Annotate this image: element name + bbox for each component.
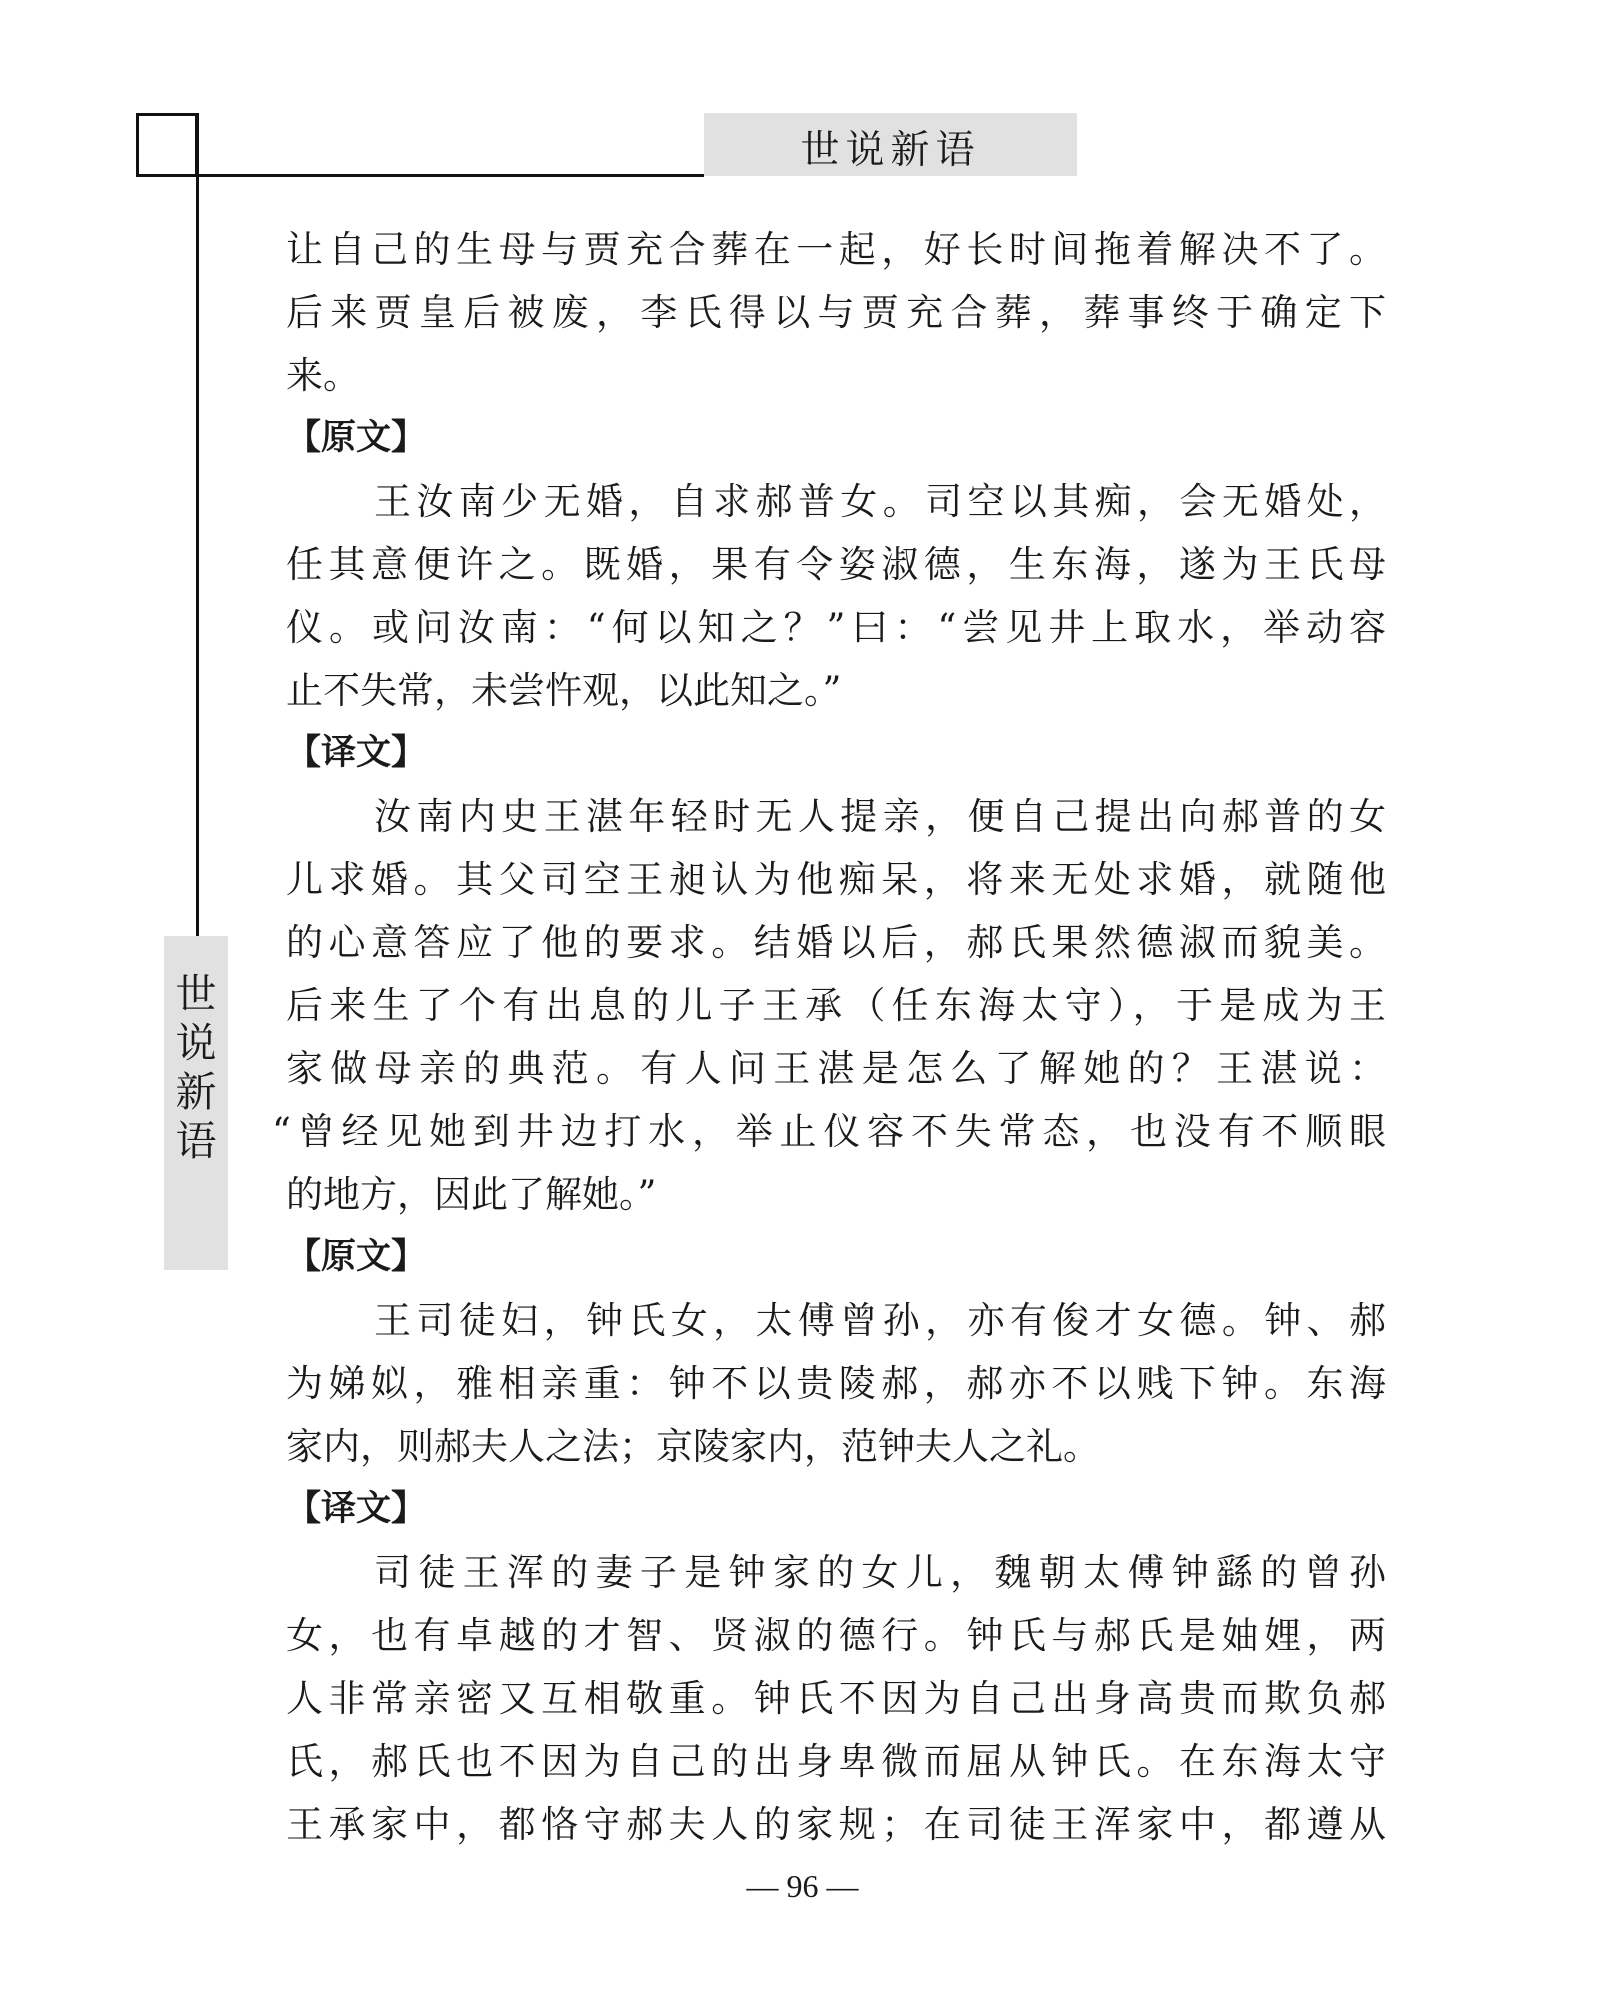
text-line: 王司徒妇，钟氏女，太傅曾孙，亦有俊才女德。钟、郝: [374, 1299, 1386, 1342]
section-heading: 【原文】: [286, 1237, 427, 1277]
page-body: [272, 218, 1386, 1856]
text-line: 儿求婚。其父司空王昶认为他痴呆，将来无处求婚，就随他: [286, 858, 1386, 901]
text-line: 后来贾皇后被废，李氏得以与贾充合葬，葬事终于确定下: [286, 291, 1386, 334]
text-line: 止不失常，未尝忤观，以此知之。”: [286, 669, 842, 712]
margin-rule: [196, 113, 199, 938]
text-line: 的心意答应了他的要求。结婚以后，郝氏果然德淑而貌美。: [286, 921, 1386, 964]
section-heading: 【原文】: [286, 418, 427, 458]
text-line: 来。: [286, 354, 360, 397]
side-tab-char: 说: [175, 1019, 217, 1067]
text-line: 仪。或问汝南：“何以知之？”曰：“尝见井上取水，举动容: [286, 606, 1386, 649]
text-line: 氏，郝氏也不因为自己的出身卑微而屈从钟氏。在东海太守: [286, 1740, 1386, 1783]
text-line: 女，也有卓越的才智、贤淑的德行。钟氏与郝氏是妯娌，两: [286, 1614, 1386, 1657]
text-line: 王承家中，都恪守郝夫人的家规；在司徒王浑家中，都遵从: [286, 1803, 1386, 1846]
text-line: 司徒王浑的妻子是钟家的女儿，魏朝太傅钟繇的曾孙: [374, 1551, 1386, 1594]
header-rule: [136, 174, 704, 177]
text-line: “曾经见她到井边打水，举止仪容不失常态，也没有不顺眼: [272, 1110, 1386, 1153]
corner-frame: [136, 113, 198, 177]
text-line: 的地方，因此了解她。”: [286, 1173, 657, 1216]
text-line: 王汝南少无婚，自求郝普女。司空以其痴，会无婚处，: [374, 480, 1386, 523]
text-line: 为娣姒，雅相亲重：钟不以贵陵郝，郝亦不以贱下钟。东海: [286, 1362, 1386, 1405]
text-line: 后来生了个有出息的儿子王承（任东海太守），于是成为王: [286, 984, 1386, 1027]
text-line: 家内，则郝夫人之法；京陵家内，范钟夫人之礼。: [286, 1425, 1100, 1468]
text-line: 家做母亲的典范。有人问王湛是怎么了解她的？王湛说：: [286, 1047, 1386, 1090]
book-title: 世说新语: [800, 127, 981, 173]
text-line: 人非常亲密又互相敬重。钟氏不因为自己出身高贵而欺负郝: [286, 1677, 1386, 1720]
side-tab-char: 世: [175, 970, 217, 1018]
section-heading: 【译文】: [286, 733, 427, 773]
text-line: 任其意便许之。既婚，果有令姿淑德，生东海，遂为王氏母: [286, 543, 1386, 586]
text-line: 汝南内史王湛年轻时无人提亲，便自己提出向郝普的女: [374, 795, 1386, 838]
running-header: [704, 113, 1077, 176]
text-line: 让自己的生母与贾充合葬在一起，好长时间拖着解决不了。: [286, 228, 1386, 271]
side-tab-char: 新: [175, 1068, 217, 1116]
page-number: — 96 —: [746, 1868, 859, 1904]
side-tab-char: 语: [175, 1117, 217, 1165]
section-heading: 【译文】: [286, 1489, 427, 1529]
side-tab: [164, 936, 228, 1270]
